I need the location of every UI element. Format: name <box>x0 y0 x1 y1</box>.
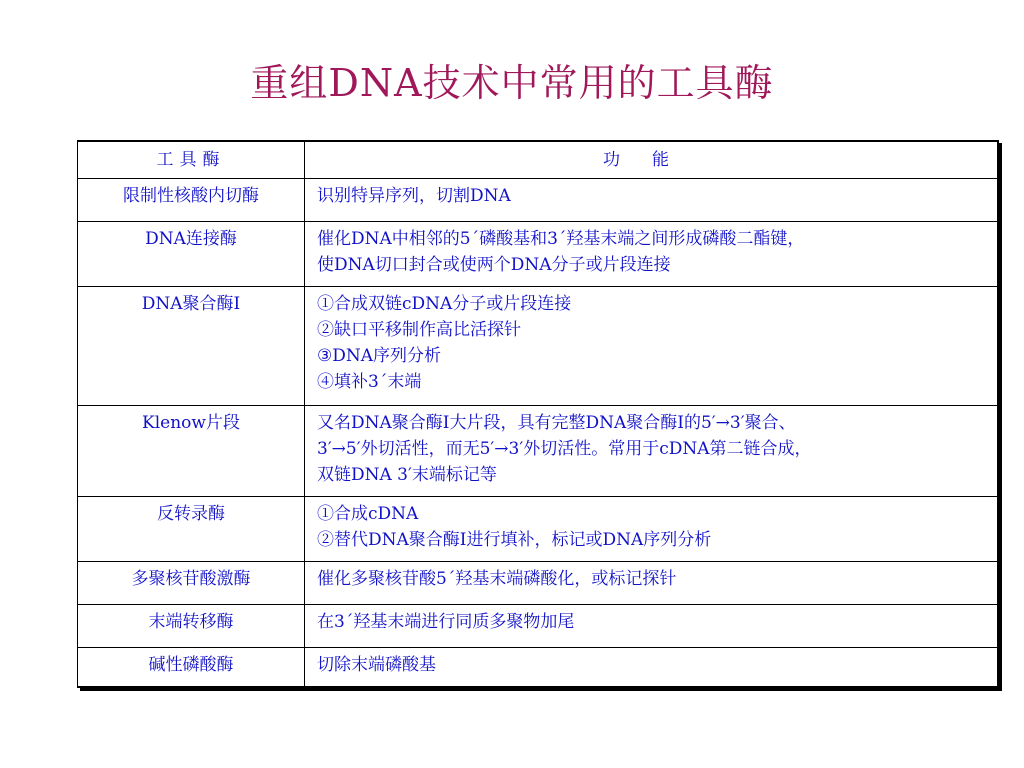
enzyme-name: 反转录酶 <box>78 497 305 562</box>
header-function: 功能 <box>305 141 999 179</box>
function-line: 3′→5′外切活性，而无5′→3′外切活性。常用于cDNA第二链合成， <box>317 439 812 459</box>
enzyme-name: DNA聚合酶Ⅰ <box>78 287 305 406</box>
enzyme-function <box>305 287 999 406</box>
function-line: 又名DNA聚合酶I大片段，具有完整DNA聚合酶I的5′→3′聚合、 <box>317 413 796 433</box>
function-line: ①合成双链cDNA分子或片段连接 <box>317 294 572 314</box>
header-tool-enzyme: 工具酶 <box>78 141 305 179</box>
function-line: 识别特异序列，切割DNA <box>317 186 511 206</box>
enzyme-table <box>77 140 999 688</box>
enzyme-name: 限制性核酸内切酶 <box>78 179 305 222</box>
table-row <box>78 497 999 562</box>
function-line: 切除末端磷酸基 <box>317 655 436 675</box>
enzyme-function <box>305 406 999 497</box>
enzyme-name: Klenow片段 <box>78 406 305 497</box>
function-line: 双链DNA 3′末端标记等 <box>317 465 497 485</box>
function-line: ④填补3´末端 <box>317 372 422 392</box>
table-row <box>78 222 999 287</box>
enzyme-function <box>305 179 999 222</box>
table-header-row <box>78 141 999 179</box>
enzyme-function <box>305 562 999 605</box>
enzyme-function <box>305 648 999 688</box>
enzyme-function <box>305 605 999 648</box>
function-line: ①合成cDNA <box>317 504 419 524</box>
enzyme-name: 多聚核苷酸激酶 <box>78 562 305 605</box>
table-row <box>78 562 999 605</box>
function-line: ②缺口平移制作高比活探针 <box>317 320 521 340</box>
function-line: 催化多聚核苷酸5´羟基末端磷酸化，或标记探针 <box>317 569 677 589</box>
enzyme-function <box>305 497 999 562</box>
table-row <box>78 406 999 497</box>
enzyme-name: 末端转移酶 <box>78 605 305 648</box>
function-line: ③DNA序列分析 <box>317 346 442 366</box>
enzyme-name: 碱性磷酸酶 <box>78 648 305 688</box>
function-line: 在3´羟基末端进行同质多聚物加尾 <box>317 612 575 632</box>
table-row <box>78 605 999 648</box>
function-line: ②替代DNA聚合酶I进行填补，标记或DNA序列分析 <box>317 530 712 550</box>
slide-title: 重组DNA技术中常用的工具酶 <box>250 61 774 105</box>
table-row <box>78 179 999 222</box>
table-row <box>78 648 999 688</box>
function-line: 使DNA切口封合或使两个DNA分子或片段连接 <box>317 255 671 275</box>
enzyme-function <box>305 222 999 287</box>
enzyme-name: DNA连接酶 <box>78 222 305 287</box>
function-line: 催化DNA中相邻的5´磷酸基和3´羟基末端之间形成磷酸二酯键， <box>317 229 805 249</box>
table-row <box>78 287 999 406</box>
